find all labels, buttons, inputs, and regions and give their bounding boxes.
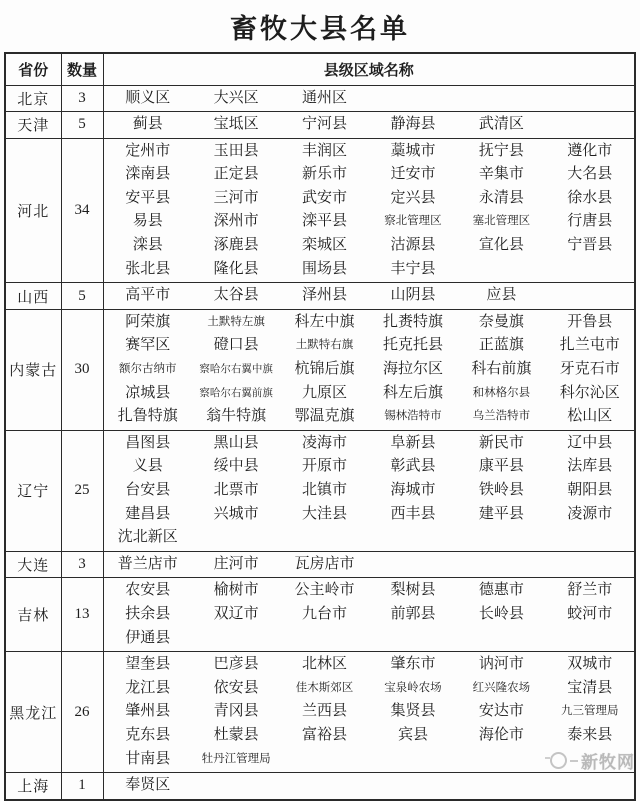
table-row [5, 283, 635, 310]
region-name: 宾县 [397, 726, 428, 743]
region-name: 隆化县 [213, 260, 259, 277]
region-name: 兴城市 [213, 505, 259, 522]
region-name: 凌源市 [567, 505, 613, 522]
region-grid [104, 579, 635, 650]
page-title: 畜牧大县名单 [230, 14, 410, 44]
region-name: 巴彦县 [213, 656, 259, 673]
region-grid [104, 774, 635, 798]
region-name: 栾城区 [302, 237, 348, 254]
region-name: 科左中旗 [294, 313, 355, 330]
region-name: 奈曼旗 [478, 313, 524, 330]
region-name: 太谷县 [213, 287, 259, 304]
region-name: 察北管理区 [384, 215, 442, 228]
region-name: 法库县 [567, 458, 613, 475]
region-name: 长岭县 [478, 605, 524, 622]
col-header-count: 数量 [61, 53, 103, 85]
region-name: 通州区 [302, 89, 348, 106]
region-name: 海城市 [390, 482, 436, 498]
region-name: 大洼县 [302, 505, 348, 522]
province-cell: 上海 [5, 773, 61, 800]
region-name: 大名县 [567, 166, 613, 183]
province-cell: 河北 [5, 138, 61, 283]
count-cell: 25 [61, 430, 103, 551]
region-name: 北镇市 [302, 482, 348, 498]
region-name: 宝坻区 [213, 116, 259, 133]
region-name: 讷河市 [478, 656, 524, 673]
regions-cell [103, 138, 635, 283]
province-cell: 北京 [5, 85, 61, 112]
count-cell: 5 [61, 112, 103, 139]
region-name: 克东县 [125, 726, 171, 743]
region-name: 凉城县 [125, 384, 171, 401]
table-header [5, 53, 635, 85]
region-name: 赛罕区 [125, 337, 171, 354]
region-name: 农安县 [125, 582, 171, 599]
region-grid [104, 87, 635, 111]
region-name: 九台市 [302, 605, 348, 622]
region-name: 杭锦后旗 [294, 361, 355, 378]
region-name: 阜新县 [390, 434, 436, 451]
count-cell: 3 [61, 551, 103, 578]
region-name: 科尔沁区 [559, 384, 620, 401]
region-name: 宝清县 [567, 679, 613, 696]
count-cell: 3 [61, 85, 103, 112]
region-name: 静海县 [390, 116, 436, 133]
region-name: 三河市 [213, 189, 259, 206]
region-name: 扎鲁特旗 [117, 408, 178, 425]
region-grid [104, 113, 635, 137]
province-cell: 内蒙古 [5, 309, 61, 430]
region-name: 宝泉岭农场 [384, 681, 442, 694]
region-name: 易县 [132, 213, 163, 230]
region-name: 榆树市 [213, 582, 259, 599]
region-name: 肇东市 [390, 656, 436, 673]
region-name: 定州市 [125, 142, 171, 159]
region-name: 凌海市 [302, 434, 348, 451]
region-name: 大兴区 [213, 89, 259, 106]
region-name: 红兴隆农场 [472, 681, 531, 694]
table-row [5, 85, 635, 112]
region-name: 松山区 [567, 408, 613, 425]
region-name: 望奎县 [125, 656, 171, 673]
watermark-logo-icon [550, 752, 567, 769]
region-name: 迁安市 [390, 166, 436, 183]
table-row [5, 430, 635, 551]
region-grid [104, 432, 635, 550]
region-name: 围场县 [302, 260, 348, 277]
region-name: 乌兰浩特市 [472, 410, 531, 423]
table-row [5, 578, 635, 652]
region-name: 武安市 [302, 189, 348, 206]
col-header-regions: 县级区域名称 [103, 53, 635, 85]
region-name: 彰武县 [390, 458, 436, 475]
region-name: 开鲁县 [567, 313, 613, 330]
region-name: 土默特右旗 [295, 339, 354, 352]
region-name: 塞北管理区 [472, 215, 531, 228]
region-name: 双辽市 [213, 605, 259, 622]
region-name: 公主岭市 [294, 582, 355, 599]
region-name: 牡丹江管理局 [201, 752, 271, 765]
region-name: 察哈尔右翼前旗 [199, 387, 273, 399]
region-name: 藁城市 [390, 142, 436, 159]
table-row [5, 652, 635, 773]
table-body [5, 85, 635, 800]
region-grid [104, 311, 635, 429]
region-name: 沽源县 [390, 237, 436, 254]
region-name: 额尔古纳市 [118, 363, 177, 376]
document-page [0, 7, 640, 801]
region-name: 昌图县 [125, 434, 171, 451]
region-name: 高平市 [125, 287, 171, 304]
region-name: 鄂温克旗 [294, 408, 355, 425]
region-name: 龙江县 [125, 679, 171, 696]
region-name: 顺义区 [125, 89, 171, 106]
region-name: 铁岭县 [478, 482, 524, 498]
region-name: 宁晋县 [567, 237, 613, 254]
region-name: 滦平县 [302, 213, 348, 230]
region-name: 新乐市 [302, 166, 348, 183]
region-name: 和林格尔县 [472, 386, 531, 399]
count-cell: 26 [61, 652, 103, 773]
watermark-text: 新牧网 [581, 753, 635, 772]
region-name: 锡林浩特市 [384, 410, 442, 423]
region-name: 山阴县 [390, 287, 436, 304]
region-name: 九原区 [302, 384, 348, 401]
region-name: 绥中县 [213, 458, 259, 475]
region-name: 海拉尔区 [382, 361, 443, 378]
regions-cell [103, 85, 635, 112]
region-name: 庄河市 [213, 555, 259, 572]
count-cell: 34 [61, 138, 103, 283]
region-name: 察哈尔右翼中旗 [199, 364, 273, 376]
region-name: 佳木斯郊区 [295, 681, 354, 694]
region-name: 普兰店市 [117, 555, 178, 572]
region-name: 北票市 [213, 482, 259, 498]
regions-cell [103, 283, 635, 310]
regions-cell [103, 551, 635, 578]
province-cell: 黑龙江 [5, 652, 61, 773]
region-name: 前郭县 [390, 605, 436, 622]
region-name: 宣化县 [478, 237, 524, 254]
region-name: 富裕县 [302, 726, 348, 743]
region-name: 康平县 [478, 458, 524, 475]
province-cell: 大连 [5, 551, 61, 578]
region-name: 奉贤区 [125, 777, 171, 794]
regions-cell [103, 578, 635, 652]
region-name: 黑山县 [213, 434, 259, 451]
region-name: 永清县 [478, 189, 524, 206]
region-name: 翁牛特旗 [206, 408, 267, 425]
regions-cell [103, 112, 635, 139]
region-name: 扎赉特旗 [382, 313, 443, 330]
region-name: 青冈县 [213, 703, 259, 720]
region-name: 扶余县 [125, 605, 171, 622]
region-name: 九三管理局 [561, 705, 619, 718]
region-name: 安平县 [125, 189, 171, 206]
region-name: 科右前旗 [471, 361, 532, 378]
region-name: 舒兰市 [567, 582, 613, 599]
region-name: 阿荣旗 [125, 313, 171, 330]
region-name: 定兴县 [390, 189, 436, 206]
region-name: 涿鹿县 [213, 237, 259, 254]
watermark [550, 748, 635, 773]
province-cell: 辽宁 [5, 430, 61, 551]
regions-cell [103, 430, 635, 551]
region-name: 遵化市 [567, 142, 613, 159]
region-name: 兰西县 [302, 703, 348, 720]
region-name: 宁河县 [302, 116, 348, 133]
count-cell: 5 [61, 283, 103, 310]
region-name: 台安县 [125, 482, 171, 498]
region-name: 泽州县 [302, 287, 348, 304]
count-cell: 13 [61, 578, 103, 652]
region-name: 建昌县 [125, 505, 171, 522]
region-name: 滦南县 [125, 166, 171, 183]
col-header-province: 省份 [5, 53, 61, 85]
region-name: 行唐县 [567, 213, 613, 230]
region-name: 武清区 [478, 116, 524, 133]
region-name: 朝阳县 [567, 482, 613, 498]
region-grid [104, 284, 635, 308]
region-name: 泰来县 [567, 726, 613, 743]
region-name: 肇州县 [125, 703, 171, 720]
region-name: 丰宁县 [390, 260, 436, 277]
region-name: 蓟县 [132, 116, 163, 133]
province-cell: 吉林 [5, 578, 61, 652]
region-name: 抚宁县 [478, 142, 524, 159]
region-name: 建平县 [478, 505, 524, 522]
region-name: 扎兰屯市 [559, 337, 620, 354]
region-name: 辛集市 [478, 166, 524, 183]
region-name: 北林区 [302, 656, 348, 673]
region-name: 正定县 [213, 166, 259, 183]
region-name: 蛟河市 [567, 605, 613, 622]
region-name: 应县 [486, 287, 517, 304]
count-cell: 30 [61, 309, 103, 430]
count-cell: 1 [61, 773, 103, 800]
region-name: 正蓝旗 [478, 337, 524, 354]
region-name: 伊通县 [125, 629, 171, 646]
region-grid [104, 140, 635, 282]
region-name: 西丰县 [390, 505, 436, 522]
region-name: 滦县 [132, 237, 163, 254]
region-name: 土默特左旗 [207, 315, 265, 328]
table-row [5, 309, 635, 430]
regions-cell [103, 309, 635, 430]
province-cell: 天津 [5, 112, 61, 139]
regions-cell [103, 773, 635, 800]
region-name: 科左后旗 [382, 384, 443, 401]
region-name: 托克托县 [382, 337, 443, 354]
table-row [5, 773, 635, 800]
region-name: 德惠市 [478, 582, 524, 599]
region-name: 梨树县 [390, 582, 436, 599]
region-name: 玉田县 [213, 142, 259, 159]
region-name: 海伦市 [478, 726, 524, 743]
watermark-dash [570, 760, 578, 762]
region-name: 开原市 [302, 458, 348, 475]
region-name: 双城市 [567, 656, 613, 673]
region-grid [104, 553, 635, 577]
table-row [5, 138, 635, 283]
region-name: 辽中县 [567, 434, 613, 451]
region-name: 牙克石市 [559, 361, 620, 378]
region-name: 徐水县 [567, 189, 613, 206]
region-name: 磴口县 [213, 337, 259, 354]
province-cell: 山西 [5, 283, 61, 310]
region-name: 安达市 [478, 703, 524, 720]
table-row [5, 112, 635, 139]
region-name: 义县 [132, 458, 163, 475]
region-name: 丰润区 [302, 142, 348, 159]
header-row [5, 53, 635, 85]
region-name: 依安县 [213, 679, 259, 696]
region-name: 集贤县 [390, 703, 436, 720]
region-name: 张北县 [125, 260, 171, 277]
region-name: 深州市 [213, 213, 259, 230]
region-name: 新民市 [478, 434, 524, 451]
table-row [5, 551, 635, 578]
county-table [4, 52, 636, 801]
region-name: 瓦房店市 [294, 555, 355, 572]
region-name: 沈北新区 [117, 529, 178, 546]
region-name: 杜蒙县 [213, 726, 259, 743]
region-name: 甘南县 [125, 750, 171, 767]
